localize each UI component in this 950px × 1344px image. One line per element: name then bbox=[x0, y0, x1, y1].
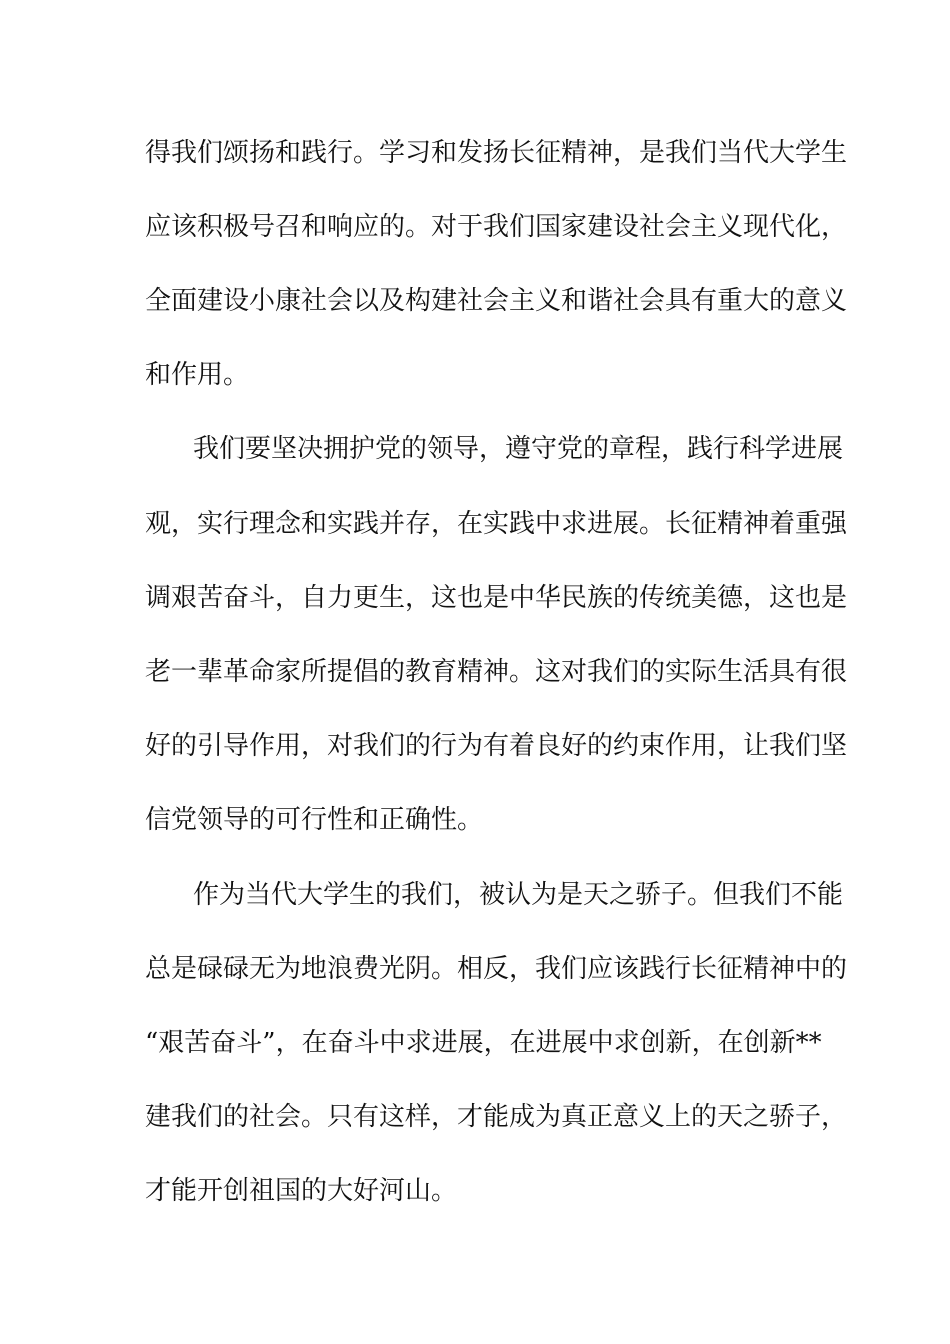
text-line: 得我们颂扬和践行。学习和发扬长征精神，是我们当代大学生 bbox=[145, 138, 848, 168]
text-line: 我们要坚决拥护党的领导，遵守党的章程，践行科学进展 bbox=[193, 434, 844, 464]
text-line: 观，实行理念和实践并存，在实践中求进展。长征精神着重强 bbox=[145, 509, 848, 539]
text-line: 调艰苦奋斗，自力更生，这也是中华民族的传统美德，这也是 bbox=[145, 583, 848, 613]
text-line: 才能开创祖国的大好河山。 bbox=[145, 1176, 458, 1206]
text-line: 和作用。 bbox=[145, 360, 250, 390]
text-line: 信党领导的可行性和正确性。 bbox=[145, 805, 484, 835]
text-line: 总是碌碌无为地浪费光阴。相反，我们应该践行长征精神中的 bbox=[145, 954, 848, 984]
text-line: 老一辈革命家所提倡的教育精神。这对我们的实际生活具有很 bbox=[145, 657, 848, 687]
text-line: 应该积极号召和响应的。对于我们国家建设社会主义现代化， bbox=[145, 212, 848, 242]
text-line: 作为当代大学生的我们，被认为是天之骄子。但我们不能 bbox=[193, 880, 844, 910]
text-line: 全面建设小康社会以及构建社会主义和谐社会具有重大的意义 bbox=[145, 286, 848, 316]
text-line: 建我们的社会。只有这样，才能成为真正意义上的天之骄子， bbox=[145, 1102, 848, 1132]
text-line: 好的引导作用，对我们的行为有着良好的约束作用，让我们坚 bbox=[145, 731, 848, 761]
text-line: “艰苦奋斗”，在奋斗中求进展，在进展中求创新，在创新** bbox=[145, 1028, 822, 1058]
